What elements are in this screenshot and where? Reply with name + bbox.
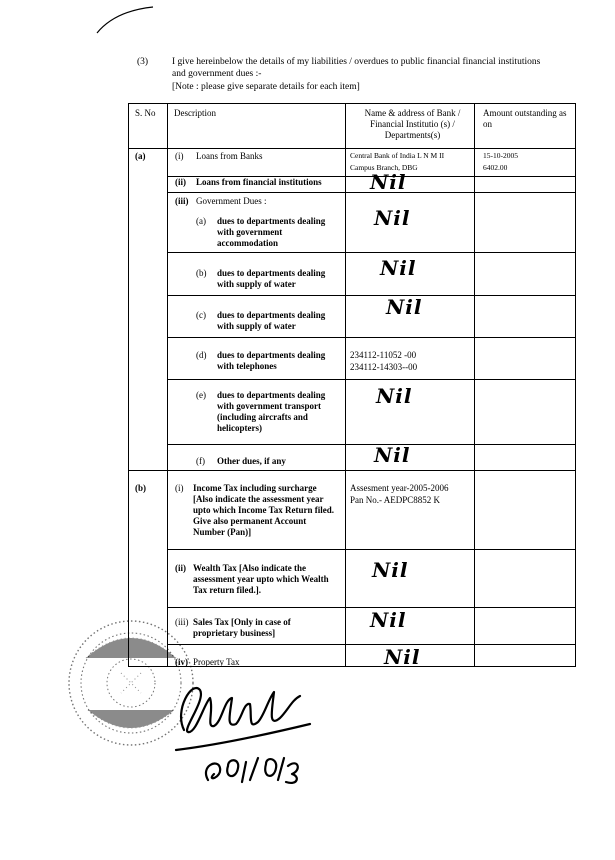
row-a1-amount-1: 15-10-2005 [483, 151, 518, 160]
corner-mark [95, 5, 155, 35]
row-a3d-phone-2: 234112-14303--00 [350, 362, 418, 372]
header-description: Description [174, 108, 216, 118]
row-a3-num: (iii) [175, 196, 189, 206]
row-a1-desc: Loans from Banks [196, 151, 263, 161]
row-b4-desc: Property Tax [193, 657, 240, 667]
row-a3e-desc: dues to departments dealing with government transport (including aircrafts and helicopters) [217, 390, 326, 433]
row-rule [167, 337, 575, 338]
row-rule [167, 644, 575, 645]
row-b2-num: (ii) [175, 563, 186, 573]
intro-line-2: and government dues :- [172, 69, 262, 79]
row-b1-desc: Income Tax including surcharge [Also indicate the assessment year upto which Income Tax Return filed. Give also permanent Account Number (Pan)] [193, 483, 335, 537]
row-a3b-num: (b) [196, 268, 207, 278]
row-a3d-desc: dues to departments dealing with telephones [217, 350, 326, 371]
row-a3d-num: (d) [196, 350, 207, 360]
row-b3-num: (iii) [175, 617, 189, 627]
row-a3c-desc: dues to departments dealing with supply of water [217, 310, 326, 331]
col-divider [345, 104, 346, 666]
intro-line-1: I give hereinbelow the details of my liabilities / overdues to public financial financial institutions [172, 57, 541, 67]
row-rule [167, 295, 575, 296]
row-a2-num: (ii) [175, 177, 186, 187]
row-b3-desc: Sales Tax [Only in case of proprietary business] [193, 617, 291, 638]
row-b4-nil: Nil [384, 645, 421, 669]
row-b1-assessment: Assesment year-2005-2006 [350, 483, 449, 493]
row-a3a-nil: Nil [374, 206, 411, 230]
row-a3c-num: (c) [196, 310, 206, 320]
row-a2-desc: Loans from financial institutions [196, 177, 322, 187]
row-a3e-nil: Nil [376, 384, 413, 408]
intro-note: [Note : please give separate details for each item] [172, 82, 360, 92]
row-b4-num: (iv) [175, 657, 188, 667]
row-rule [167, 549, 575, 550]
col-divider [167, 104, 168, 666]
row-a3c-nil: Nil [386, 295, 423, 319]
section-rule [129, 470, 575, 471]
item-number: (3) [137, 57, 149, 67]
row-rule [167, 252, 575, 253]
header-sno: S. No [135, 108, 156, 118]
row-b2-desc: Wealth Tax [Also indicate the assessment year upto which Wealth Tax return filed.]. [193, 563, 329, 595]
row-b2-nil: Nil [372, 558, 409, 582]
row-a1-amount-2: 6402.00 [483, 163, 508, 172]
row-b3-nil: Nil [370, 608, 407, 632]
handwritten-signature [170, 670, 320, 790]
header-rule [129, 148, 575, 149]
row-rule [167, 444, 575, 445]
row-a3b-nil: Nil [380, 256, 417, 280]
row-a1-name-2: Campus Branch, DBG [350, 163, 418, 172]
row-a3a-desc: dues to departments dealing with government accommodation [217, 216, 326, 248]
header-amount: Amount outstanding as on [483, 108, 567, 129]
section-b-label: (b) [135, 483, 146, 493]
row-a3d-phone-1: 234112-11052 -00 [350, 350, 417, 360]
row-a3a-num: (a) [196, 216, 206, 226]
col-divider [474, 104, 475, 666]
row-rule [167, 379, 575, 380]
row-a1-name-1: Central Bank of India L N M II [350, 151, 445, 160]
row-a3f-nil: Nil [374, 443, 411, 467]
row-a3e-num: (e) [196, 390, 206, 400]
row-a3b-desc: dues to departments dealing with supply of water [217, 268, 326, 289]
row-a3f-desc: Other dues, if any [217, 456, 286, 466]
header-name-address: Name & address of Bank / Financial Institutio (s) / Departments(s) [364, 108, 461, 140]
row-a3-desc: Government Dues : [196, 196, 267, 206]
row-b1-num: (i) [175, 483, 184, 493]
row-a3f-num: (f) [196, 456, 205, 466]
row-a1-num: (i) [175, 151, 184, 161]
section-a-label: (a) [135, 151, 146, 161]
row-a2-nil: Nil [370, 170, 407, 194]
row-b1-pan: Pan No.- AEDPC8852 K [350, 495, 441, 505]
